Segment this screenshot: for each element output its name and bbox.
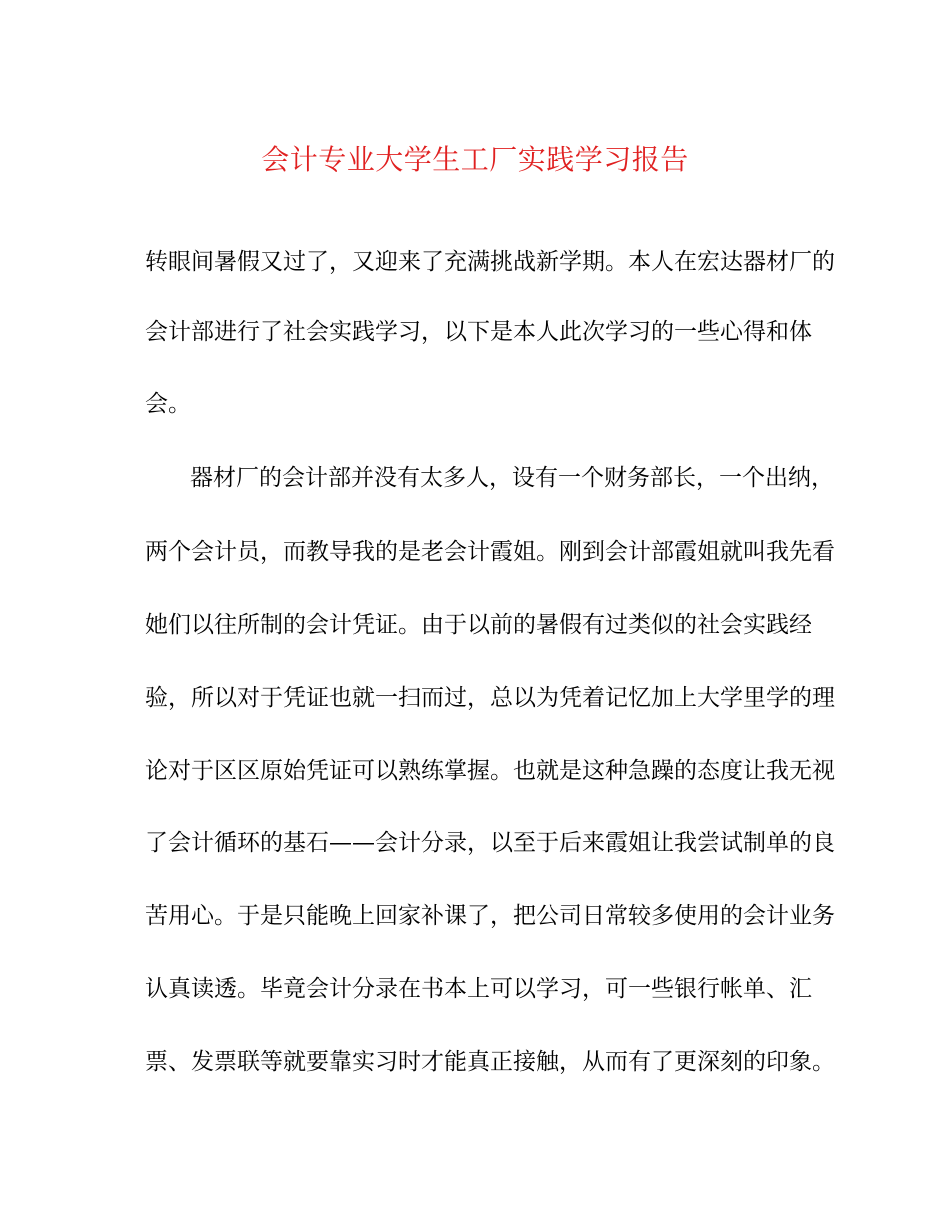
paragraph-2-line-3: 她们以往所制的会计凭证。由于以前的暑假有过类似的社会实践经 <box>145 612 812 638</box>
paragraph-1-line-3: 会。 <box>145 391 191 417</box>
paragraph-1-line-2: 会计部进行了社会实践学习，以下是本人此次学习的一些心得和体 <box>145 319 812 345</box>
paragraph-2-line-1: 器材厂的会计部并没有太多人，设有一个财务部长，一个出纳， <box>190 465 834 491</box>
paragraph-1-line-1: 转眼间暑假又过了，又迎来了充满挑战新学期。本人在宏达器材厂的 <box>145 249 835 275</box>
paragraph-2-line-9: 票、发票联等就要靠实习时才能真正接触，从而有了更深刻的印象。 <box>145 1049 835 1075</box>
paragraph-2-line-2: 两个会计员，而教导我的是老会计霞姐。刚到会计部霞姐就叫我先看 <box>145 539 835 565</box>
paragraph-2-line-6: 了会计循环的基石——会计分录，以至于后来霞姐让我尝试制单的良 <box>145 830 835 856</box>
paragraph-2-line-8: 认真读透。毕竟会计分录在书本上可以学习，可一些银行帐单、汇 <box>145 976 812 1002</box>
paragraph-2-line-5: 论对于区区原始凭证可以熟练掌握。也就是这种急躁的态度让我无视 <box>145 758 835 784</box>
document-title: 会计专业大学生工厂实践学习报告 <box>261 143 689 176</box>
paragraph-2-line-7: 苦用心。于是只能晚上回家补课了，把公司日常较多使用的会计业务 <box>145 903 835 929</box>
paragraph-2-line-4: 验，所以对于凭证也就一扫而过，总以为凭着记忆加上大学里学的理 <box>145 685 835 711</box>
